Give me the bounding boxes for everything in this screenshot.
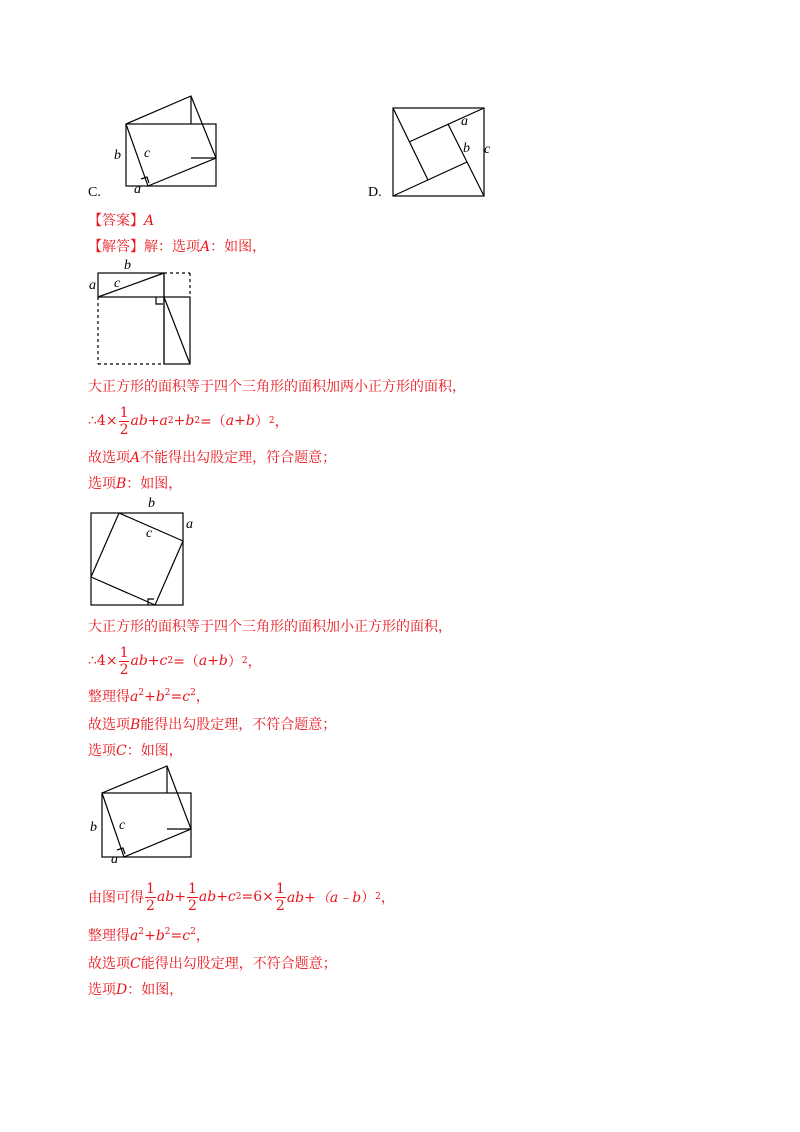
- line-b3: 整理得$a^2+b^2=c^2$，: [88, 688, 210, 705]
- figure-a: [90, 264, 200, 370]
- option-d-figure: [390, 106, 490, 198]
- option-c-a-label: a: [134, 182, 141, 197]
- line-c1-formula: 由图可得 $\frac{1}{2}$ ab+ $\frac{1}{2}$ ab+c 2 =6× $\frac{1}{2}$ ab+（ a﹣b ） 2 ，: [88, 880, 395, 914]
- line-a1: 大正方形的面积等于四个三角形的面积加两小正方形的面积，: [88, 379, 466, 395]
- option-d-label: D.: [368, 185, 382, 200]
- option-c-c-label: c: [144, 146, 151, 161]
- option-d-a-label: a: [461, 114, 468, 129]
- figure-b-b-label: b: [148, 496, 155, 511]
- figure-a-right-angle: [156, 297, 163, 304]
- option-c-label: C.: [88, 185, 101, 200]
- figure-a-b-label: b: [124, 258, 131, 273]
- figure-b: [88, 508, 188, 608]
- solution-intro: 【解答】解：选项A：如图，: [88, 239, 267, 255]
- figure-a-c-label: c: [114, 276, 121, 291]
- figure-c-right-angle: [117, 848, 125, 854]
- answer-line: [88, 210, 154, 230]
- option-c-right-angle: [141, 177, 149, 183]
- figure-b-outer-square: [91, 513, 183, 605]
- fraction-half: $\frac{1}{2}$: [119, 644, 129, 678]
- option-d-diagram: [390, 106, 490, 198]
- figure-c-a-label: a: [111, 852, 118, 867]
- line-d0: 选项D：如图，: [88, 982, 184, 998]
- line-c3: 故选项C能得出勾股定理，不符合题意；: [88, 956, 337, 972]
- line-a3: 故选项A不能得出勾股定理，符合题意；: [88, 450, 337, 466]
- fraction-half: $\frac{1}{2}$: [275, 880, 285, 914]
- figure-c-square-c: [102, 766, 191, 857]
- option-d-outer-square: [393, 108, 484, 196]
- line-b4: 故选项B能得出勾股定理，不符合题意；: [88, 717, 337, 733]
- line-a2-formula: ∴ 4× $\frac{1}{2}$ ab+a 2 +b 2 =（ a+b ） 2 ，: [88, 404, 289, 438]
- answer-value: A: [144, 213, 155, 229]
- option-c-diagram: [90, 92, 230, 202]
- line-b1: 大正方形的面积等于四个三角形的面积加小正方形的面积，: [88, 619, 452, 635]
- option-d-b-label: b: [463, 141, 470, 156]
- figure-b-diagram: [88, 508, 188, 608]
- solution-prefix: 【解答】: [88, 239, 144, 255]
- line-b2-formula: ∴ 4× $\frac{1}{2}$ ab+c 2 =（ a+b ） 2 ，: [88, 644, 262, 678]
- figure-c-b-label: b: [90, 820, 97, 835]
- line-b0: 选项B：如图，: [88, 476, 183, 492]
- option-d-c-label: c: [484, 142, 491, 157]
- figure-a-diagram: [90, 264, 200, 370]
- line-c0: 选项C：如图，: [88, 743, 183, 759]
- fraction-half: $\frac{1}{2}$: [187, 880, 197, 914]
- figure-a-a-label: a: [89, 278, 96, 293]
- option-c-square-c: [126, 96, 216, 186]
- figure-c-diagram: [90, 764, 200, 864]
- option-c-figure: [90, 92, 230, 202]
- line-c2: 整理得$a^2+b^2=c^2$，: [88, 927, 210, 944]
- figure-b-inner-square: [91, 513, 183, 605]
- answer-prefix: 【答案】: [88, 213, 144, 229]
- figure-b-a-label: a: [186, 517, 193, 532]
- figure-c-c-label: c: [119, 818, 126, 833]
- fraction-half: $\frac{1}{2}$: [119, 404, 129, 438]
- figure-c: [90, 764, 200, 864]
- figure-b-c-label: c: [146, 526, 153, 541]
- option-c-b-label: b: [114, 148, 121, 163]
- fraction-half: $\frac{1}{2}$: [146, 880, 155, 914]
